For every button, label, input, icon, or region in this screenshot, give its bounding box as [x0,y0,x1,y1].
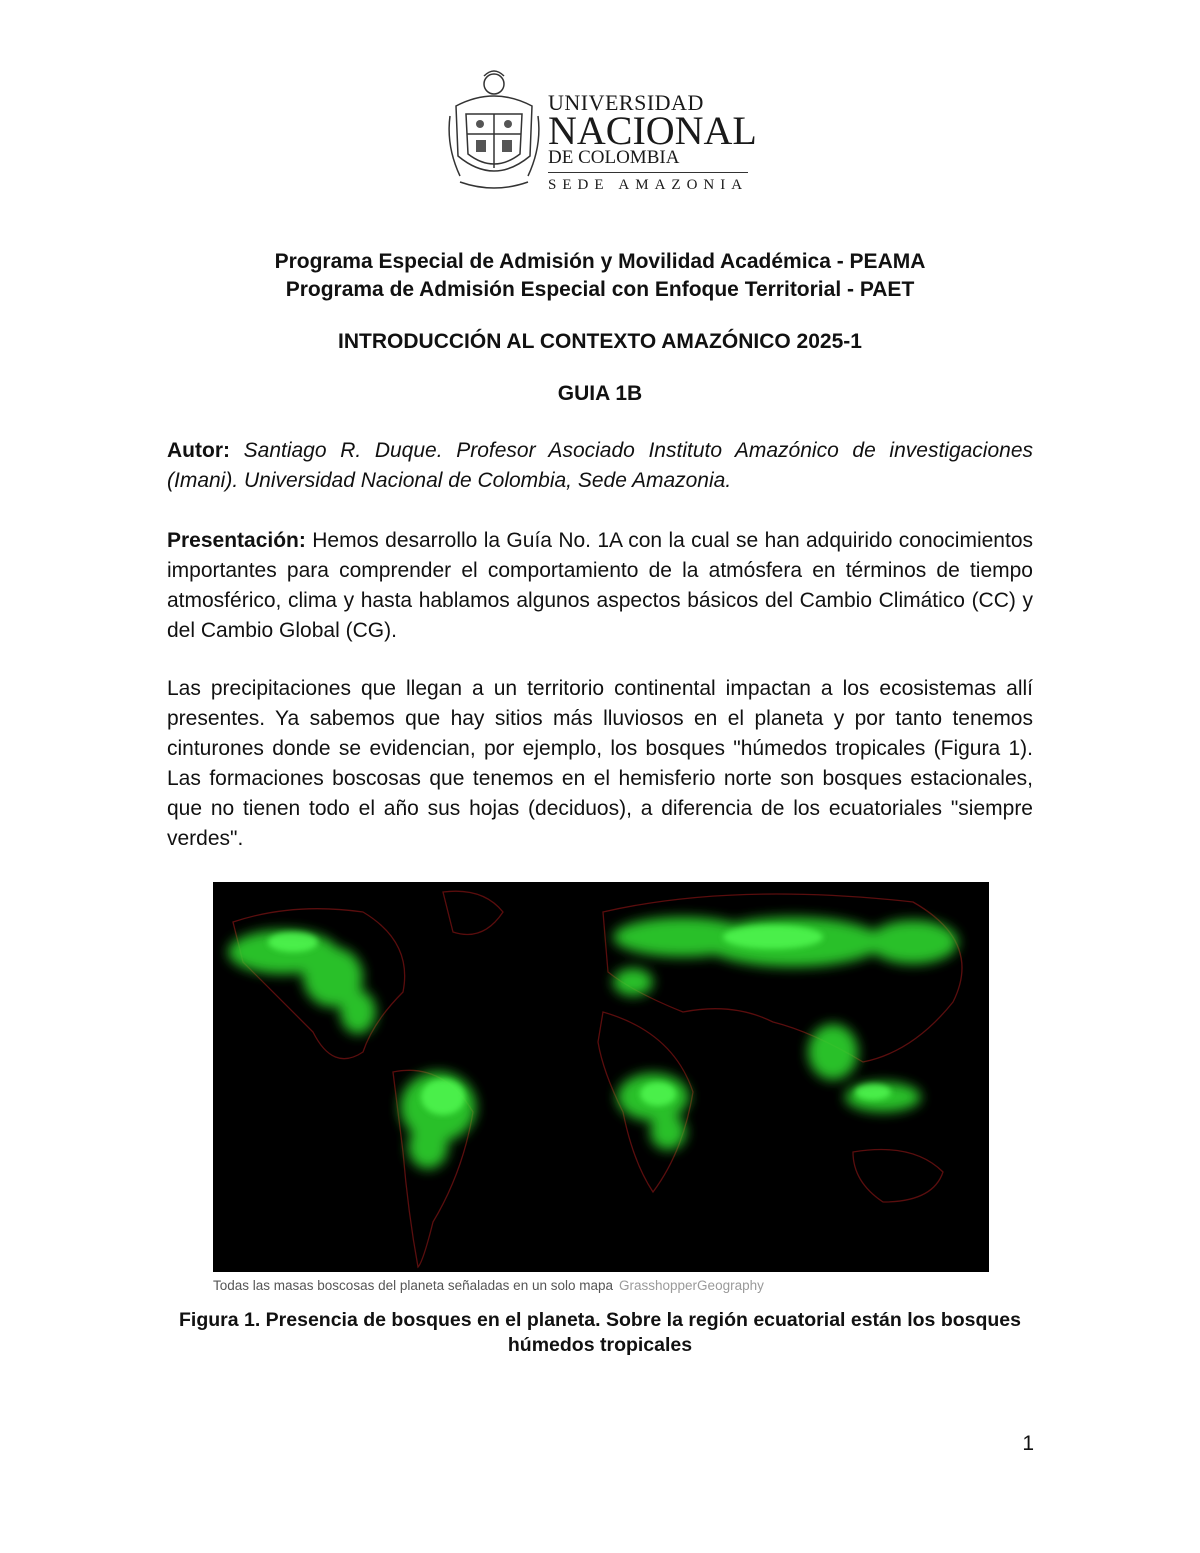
guide-title: GUIA 1B [557,382,643,405]
figure-credit [213,1274,989,1298]
logo-line-universidad: UNIVERSIDAD [548,90,704,115]
figure-1 [213,882,989,1300]
page-number: 1 [1022,1432,1034,1455]
presentation-label: Presentación: [167,529,306,552]
figure-credit-text: Todas las masas boscosas del planeta señaladas en un solo mapa [213,1278,614,1293]
forest-world-map [213,882,989,1272]
presentation-text: Hemos desarrollo la Guía No. 1A con la cual se han adquirido conocimientos importantes para comprender el comportamiento de la atmósfera en términos de tiempo atmosférico, clima y hasta hablamos algunos aspectos básicos del Cambio Climático (CC) y del Cambio Global (CG). [167,529,1033,642]
precipitation-paragraph: Las precipitaciones que llegan a un territorio continental impactan a los ecosistemas allí presentes. Ya sabemos que hay sitios más lluviosos en el planeta y por tanto tenemos cinturones donde se evidencian, por ejemplo, los bosques "húmedos tropicales (Figura 1). Las formaciones boscosas que tenemos en el hemisferio norte son bosques estacionales, que no tienen todo el año sus hojas (deciduos), a diferencia de los ecuatoriales "siempre verdes". [167,677,1033,850]
logo-line-sede: SEDE AMAZONIA [548,177,749,193]
logo-divider [548,172,748,173]
program-title-paet: Programa de Admisión Especial con Enfoque Territorial - PAET [285,278,915,301]
author-paragraph [167,436,1033,496]
program-titles [0,248,1200,304]
course-title: INTRODUCCIÓN AL CONTEXTO AMAZÓNICO 2025-1 [338,330,862,353]
logo-line-nacional: NACIONAL [548,108,757,153]
university-logo [446,66,756,196]
author-label: Autor: [167,439,230,462]
logo-line-de-colombia: DE COLOMBIA [548,147,680,168]
presentation-paragraph [167,526,1033,646]
figure-caption: Figura 1. Presencia de bosques en el planeta. Sobre la región ecuatorial están los bosques húmedos tropicales [178,1309,1021,1356]
author-text: Santiago R. Duque. Profesor Asociado Instituto Amazónico de investigaciones (Imani). Universidad Nacional de Colombia, Sede Amazonia. [167,439,1033,492]
program-title-peama: Programa Especial de Admisión y Movilidad Académica - PEAMA [274,250,926,273]
figure-source: GrasshopperGeography [619,1278,764,1293]
university-seal-icon [446,66,542,194]
